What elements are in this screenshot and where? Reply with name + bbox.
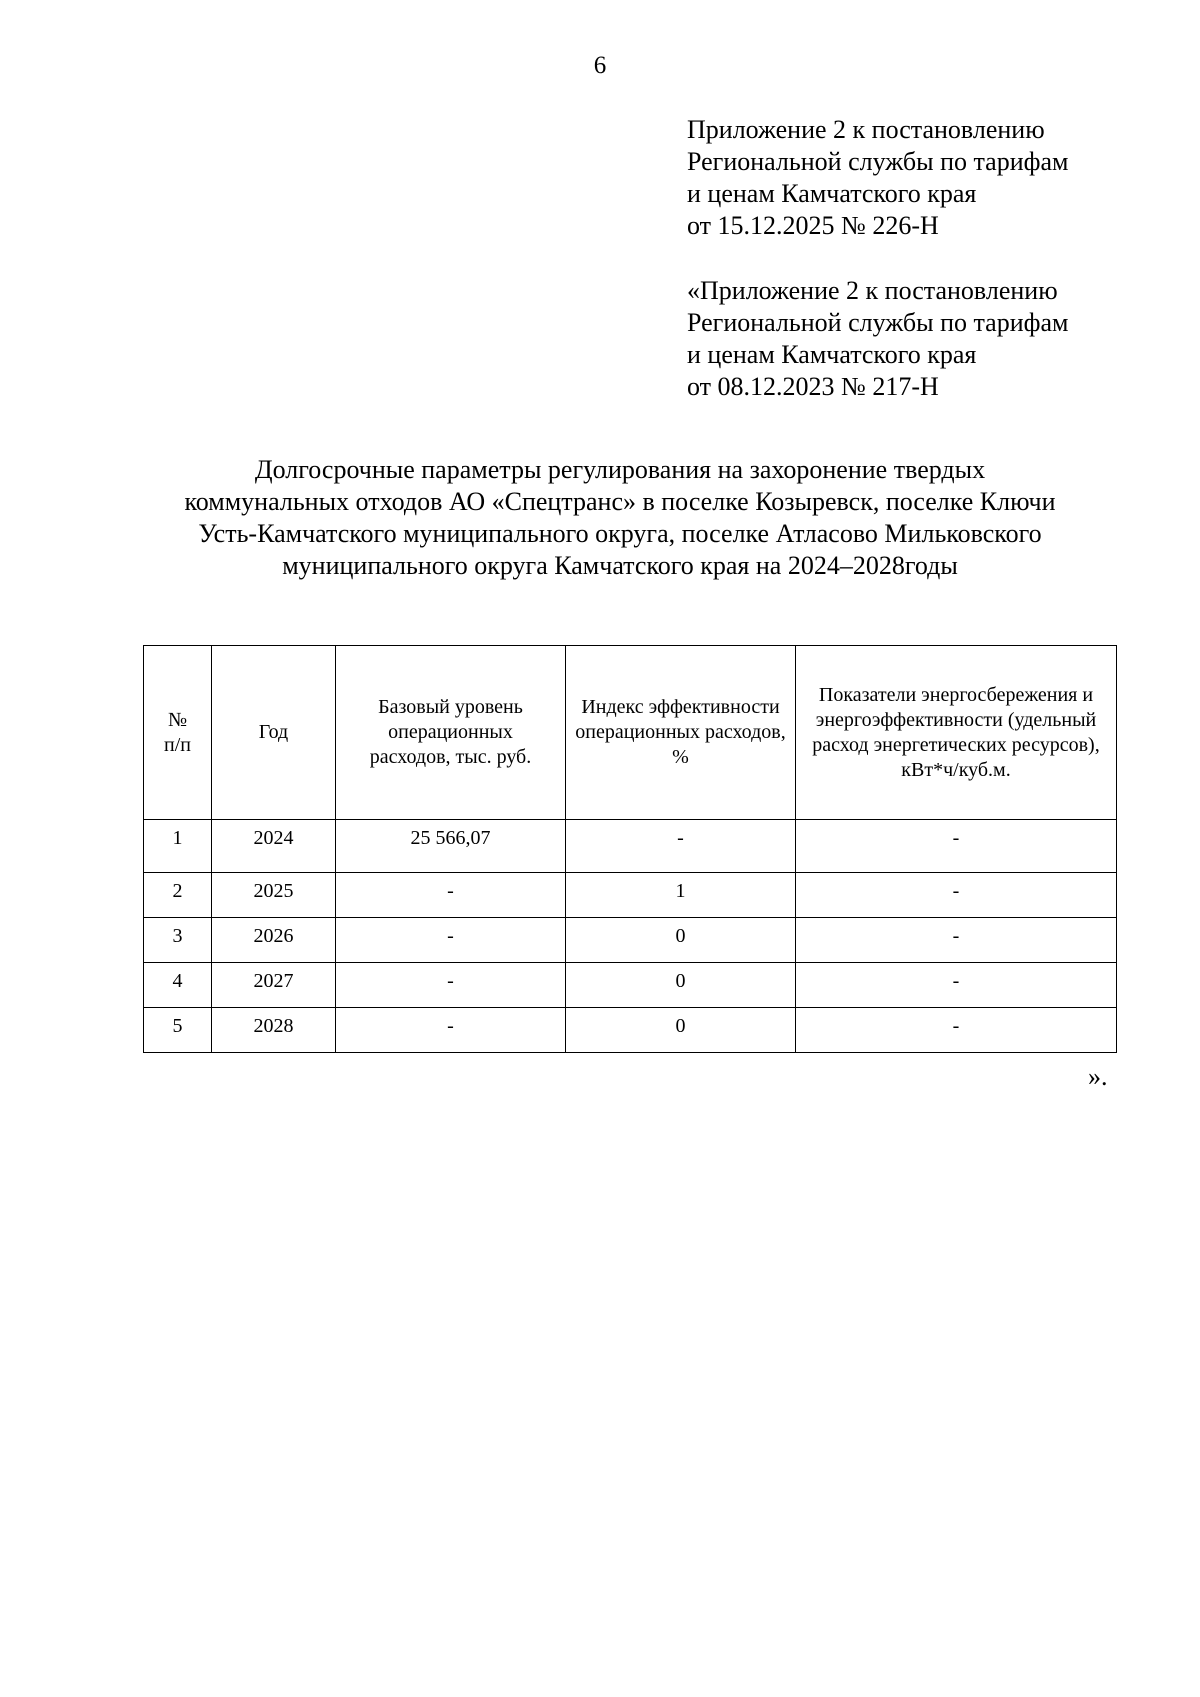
cell-base-opex: -: [336, 963, 566, 1008]
table-row: [144, 1008, 1117, 1053]
page-number: 6: [593, 52, 607, 79]
cell-number: 4: [144, 963, 212, 1008]
appendix-line: Региональной службы по тарифам: [687, 147, 1069, 176]
cell-number: 1: [144, 820, 212, 873]
cell-base-opex: -: [336, 918, 566, 963]
cell-efficiency-index: 0: [566, 918, 796, 963]
appendix-line: и ценам Камчатского края: [687, 340, 977, 369]
cell-efficiency-index: 0: [566, 963, 796, 1008]
cell-efficiency-index: -: [566, 820, 796, 873]
cell-energy-indicators: -: [796, 963, 1117, 1008]
table-row: [144, 963, 1117, 1008]
closing-quote-mark: ».: [1088, 1062, 1108, 1091]
cell-base-opex: -: [336, 873, 566, 918]
appendix-line: и ценам Камчатского края: [687, 179, 977, 208]
appendix-header-quoted: [687, 275, 1068, 403]
cell-year: 2024: [212, 820, 336, 873]
cell-efficiency-index: 0: [566, 1008, 796, 1053]
cell-year: 2027: [212, 963, 336, 1008]
title-line: Усть-Камчатского муниципального округа, поселке Атласово Мильковского: [198, 519, 1042, 548]
cell-energy-indicators: -: [796, 918, 1117, 963]
appendix-line: Приложение 2 к постановлению: [687, 115, 1045, 144]
document-title: [100, 454, 1140, 582]
cell-energy-indicators: -: [796, 820, 1117, 873]
header-cell-efficiency-index: Индекс эффективности операционных расходов, %: [566, 646, 796, 820]
cell-efficiency-index: 1: [566, 873, 796, 918]
header-cell-year: Год: [212, 646, 336, 820]
title-line: муниципального округа Камчатского края на 2024–2028годы: [282, 551, 958, 580]
cell-number: 5: [144, 1008, 212, 1053]
table-row: [144, 873, 1117, 918]
parameters-table: [143, 645, 1117, 1053]
cell-base-opex: 25 566,07: [336, 820, 566, 873]
cell-energy-indicators: -: [796, 873, 1117, 918]
title-line: Долгосрочные параметры регулирования на захоронение твердых: [254, 455, 986, 484]
cell-number: 3: [144, 918, 212, 963]
header-cell-number: № п/п: [144, 646, 212, 820]
appendix-line: от 08.12.2023 № 217-Н: [687, 372, 939, 401]
table-header-row: [144, 646, 1117, 820]
title-line: коммунальных отходов АО «Спецтранс» в поселке Козыревск, поселке Ключи: [184, 487, 1056, 516]
appendix-line: «Приложение 2 к постановлению: [687, 276, 1058, 305]
table-row: [144, 820, 1117, 873]
header-cell-base-opex: Базовый уровень операционных расходов, тыс. руб.: [336, 646, 566, 820]
cell-energy-indicators: -: [796, 1008, 1117, 1053]
cell-base-opex: -: [336, 1008, 566, 1053]
cell-year: 2026: [212, 918, 336, 963]
appendix-header-current: [687, 114, 1068, 242]
cell-year: 2028: [212, 1008, 336, 1053]
appendix-line: от 15.12.2025 № 226-Н: [687, 211, 939, 240]
cell-number: 2: [144, 873, 212, 918]
cell-year: 2025: [212, 873, 336, 918]
appendix-line: Региональной службы по тарифам: [687, 308, 1069, 337]
header-cell-energy-indicators: Показатели энергосбережения и энергоэффективности (удельный расход энергетических ресурсов), кВт*ч/куб.м.: [796, 646, 1117, 820]
table-row: [144, 918, 1117, 963]
